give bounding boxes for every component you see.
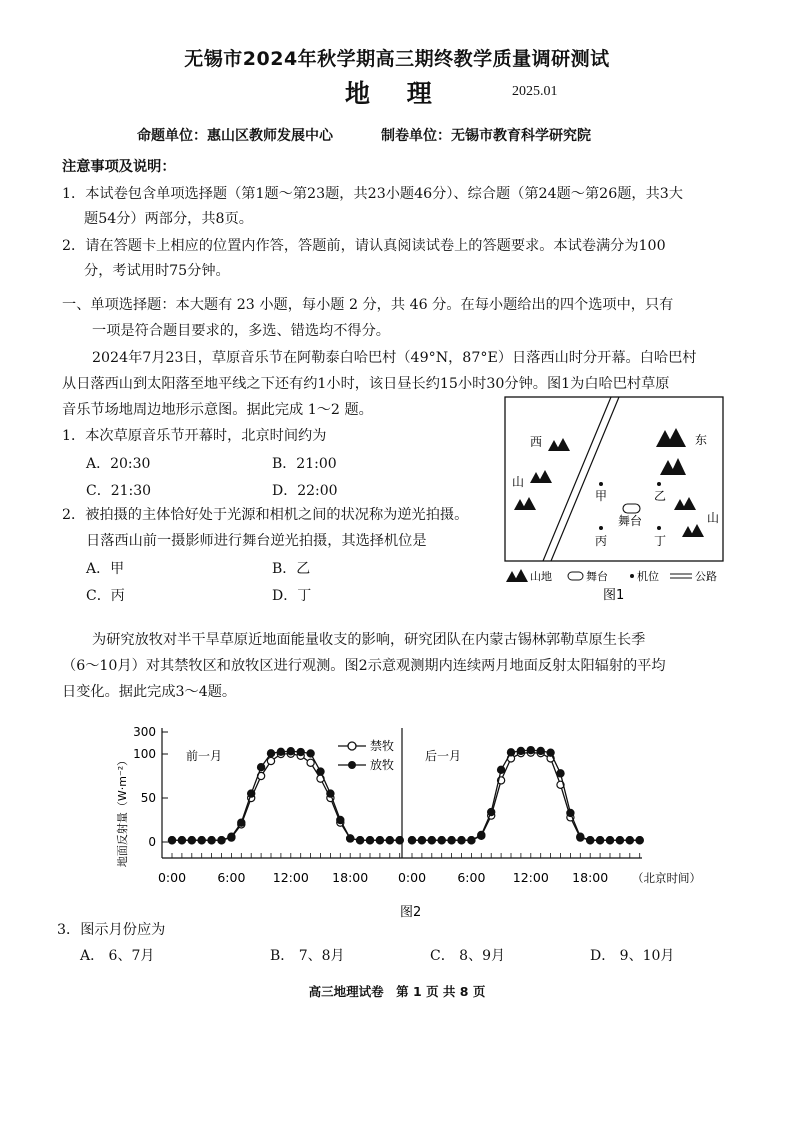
data-point-fangmu — [198, 837, 205, 844]
legend-road: 公路 — [695, 570, 717, 583]
x-tick-label: 0:00 — [397, 870, 427, 885]
q3-option-a[interactable]: A． 6、7月 — [80, 948, 155, 964]
passage1-line2: 从日落西山到太阳落至地平线之下还有约1小时，该日昼长约15小时30分钟。图1为白哈巴村草原 — [62, 376, 670, 392]
legend-camera: 机位 — [637, 570, 659, 583]
notes-heading: 注意事项及说明： — [62, 159, 176, 175]
data-point-fangmu — [366, 837, 373, 844]
data-point-fangmu — [547, 749, 554, 756]
q3-stem: 3．图示月份应为 — [57, 922, 166, 938]
y-tick-label: 100 — [133, 747, 156, 761]
legend-mountain: 山地 — [530, 570, 552, 583]
label-mountain-east: 山 — [707, 511, 720, 525]
data-point-fangmu — [267, 750, 274, 757]
q3-option-d[interactable]: D． 9、10月 — [590, 948, 675, 964]
data-point-fangmu — [248, 790, 255, 797]
panel2-label: 后一月 — [425, 749, 462, 763]
series-line-fangmu — [412, 750, 640, 840]
x-tick-label: 12:00 — [512, 870, 549, 885]
data-point-fangmu — [208, 837, 215, 844]
figure1-legend — [506, 569, 717, 583]
data-point-fangmu — [478, 831, 485, 838]
data-point-fangmu — [178, 837, 185, 844]
subject-title: 地 理 — [345, 79, 446, 108]
legend-stage: 舞台 — [586, 570, 608, 583]
q1-stem: 1．本次草原音乐节开幕时，北京时间约为 — [62, 428, 327, 444]
data-point-fangmu — [317, 768, 324, 775]
label-stage: 舞台 — [618, 514, 643, 528]
data-point-fangmu — [218, 837, 225, 844]
q1-option-b[interactable]: B．21:00 — [272, 456, 337, 472]
x-tick-label: 18:00 — [332, 870, 369, 885]
data-point-fangmu — [188, 837, 195, 844]
camera-point-yi — [657, 482, 661, 486]
stage-icon — [623, 504, 640, 513]
data-point-fangmu — [448, 837, 455, 844]
data-point-fangmu — [357, 837, 364, 844]
data-point-fangmu — [418, 837, 425, 844]
data-point-fangmu — [297, 748, 304, 755]
passage1-line3: 音乐节场地周边地形示意图。据此完成 1～2 题。 — [62, 402, 373, 418]
x-tick-label: 6:00 — [217, 870, 246, 885]
q2-option-b[interactable]: B．乙 — [272, 561, 311, 577]
q1-option-c[interactable]: C．21:30 — [86, 483, 152, 499]
y-tick-label: 300 — [133, 725, 156, 739]
setter-unit: 命题单位：惠山区教师发展中心 — [137, 128, 333, 144]
data-point-fangmu — [507, 749, 514, 756]
q2-option-d[interactable]: D．丁 — [272, 588, 312, 604]
figure1-terrain-map — [500, 394, 730, 606]
data-point-fangmu — [287, 748, 294, 755]
printer-unit: 制卷单位：无锡市教育科学研究院 — [381, 128, 591, 144]
q3-option-c[interactable]: C． 8、9月 — [430, 948, 505, 964]
exam-title: 无锡市2024年秋学期高三期终教学质量调研测试 — [184, 48, 610, 70]
page-footer: 高三地理试卷 第 1 页 共 8 页 — [308, 984, 486, 999]
data-point-fangmu — [428, 837, 435, 844]
label-mountain-west: 山 — [512, 475, 525, 489]
series-line-jinmu — [412, 753, 640, 841]
data-point-fangmu — [168, 837, 175, 844]
data-point-fangmu — [468, 837, 475, 844]
legend-marker-jinmu — [348, 742, 356, 750]
data-point-fangmu — [347, 835, 354, 842]
data-point-fangmu — [577, 833, 584, 840]
q3-option-b[interactable]: B． 7、8月 — [270, 948, 345, 964]
q2-option-a[interactable]: A．甲 — [86, 561, 125, 577]
data-point-fangmu — [557, 770, 564, 777]
y-axis-label: 地面反射量（W·m⁻²） — [116, 754, 129, 868]
data-point-fangmu — [587, 837, 594, 844]
x-tick-label: 12:00 — [272, 870, 309, 885]
q1-option-d[interactable]: D．22:00 — [272, 483, 338, 499]
passage1-line1: 2024年7月23日，草原音乐节在阿勒泰白哈巴村（49°N，87°E）日落西山时分开幕。白哈巴村 — [92, 350, 697, 366]
y-tick-label: 0 — [148, 835, 156, 849]
notes-item-2: 2．请在答题卡上相应的位置内作答，答题前，请认真阅读试卷上的答题要求。本试卷满分为100 — [62, 238, 666, 254]
figure2-chart — [110, 716, 710, 926]
x-tick-label: 18:00 — [572, 870, 609, 885]
data-point-jinmu — [307, 759, 314, 766]
passage2-line2: （6～10月）对其禁牧区和放牧区进行观测。图2示意观测期内连续两月地面反射太阳辐射的平均 — [62, 658, 666, 674]
figure2-caption: 图2 — [400, 905, 422, 920]
legend-marker-fangmu — [348, 761, 356, 769]
data-point-fangmu — [616, 837, 623, 844]
legend-stage-icon — [568, 572, 583, 580]
x-tick-label: 0:00 — [157, 870, 187, 885]
section-heading: 一、单项选择题：本大题有 23 小题，每小题 2 分，共 46 分。在每小题给出的四个选项中，只有 — [62, 297, 674, 313]
figure2-legend — [338, 738, 394, 772]
label-west: 西 — [530, 435, 543, 449]
data-point-fangmu — [567, 809, 574, 816]
data-point-fangmu — [386, 837, 393, 844]
legend-jinmu: 禁牧 — [370, 739, 395, 753]
q2-option-c[interactable]: C．丙 — [86, 588, 125, 604]
camera-point-jia — [599, 482, 603, 486]
x-axis-unit: （北京时间） — [632, 871, 701, 885]
data-point-fangmu — [517, 747, 524, 754]
data-point-fangmu — [396, 837, 403, 844]
exam-date: 2025.01 — [512, 84, 558, 99]
units-line — [137, 125, 591, 145]
notes-item-1-cont: 题54分）两部分，共8页。 — [84, 211, 253, 227]
label-yi: 乙 — [654, 489, 667, 503]
legend-camera-dot — [630, 574, 634, 578]
data-point-fangmu — [537, 747, 544, 754]
notes-item-2-cont: 分，考试用时75分钟。 — [84, 263, 230, 279]
data-point-fangmu — [458, 837, 465, 844]
notes-item-1: 1．本试卷包含单项选择题（第1题～第23题，共23小题46分）、综合题（第24题～第26题，共3大 — [62, 186, 683, 202]
q2-stem: 2．被拍摄的主体恰好处于光源和相机之间的状况称为逆光拍摄。 — [62, 507, 469, 523]
camera-point-ding — [657, 526, 661, 530]
label-bing: 丙 — [595, 534, 608, 548]
y-tick-label: 50 — [140, 791, 156, 805]
x-tick-label: 6:00 — [457, 870, 486, 885]
legend-fangmu: 放牧 — [370, 758, 395, 772]
label-east: 东 — [695, 433, 708, 447]
figure1-caption: 图1 — [603, 588, 625, 603]
data-point-fangmu — [258, 764, 265, 771]
passage2-line3: 日变化。据此完成3～4题。 — [62, 684, 237, 700]
data-point-fangmu — [277, 748, 284, 755]
data-point-fangmu — [626, 837, 633, 844]
data-point-fangmu — [498, 766, 505, 773]
passage2-line1: 为研究放牧对半干旱草原近地面能量收支的影响，研究团队在内蒙古锡林郭勒草原生长季 — [92, 632, 646, 648]
q1-option-a[interactable]: A．20:30 — [86, 456, 151, 472]
series-line-jinmu — [172, 754, 400, 840]
data-point-fangmu — [327, 790, 334, 797]
data-point-fangmu — [307, 750, 314, 757]
chart-marks — [168, 747, 643, 844]
data-point-jinmu — [267, 757, 274, 764]
data-point-fangmu — [228, 833, 235, 840]
data-point-fangmu — [238, 819, 245, 826]
data-point-fangmu — [337, 816, 344, 823]
panel1-label: 前一月 — [186, 749, 223, 763]
section-heading-cont: 一项是符合题目要求的，多选、错选均不得分。 — [92, 323, 390, 339]
camera-point-bing — [599, 526, 603, 530]
label-jia: 甲 — [595, 489, 608, 503]
data-point-fangmu — [488, 808, 495, 815]
label-ding: 丁 — [654, 534, 667, 548]
data-point-fangmu — [527, 747, 534, 754]
q2-stem-cont: 日落西山前一摄影师进行舞台逆光拍摄，其选择机位是 — [86, 533, 427, 549]
data-point-fangmu — [597, 837, 604, 844]
data-point-fangmu — [376, 837, 383, 844]
data-point-fangmu — [636, 837, 643, 844]
data-point-fangmu — [408, 837, 415, 844]
data-point-fangmu — [606, 837, 613, 844]
data-point-fangmu — [438, 837, 445, 844]
